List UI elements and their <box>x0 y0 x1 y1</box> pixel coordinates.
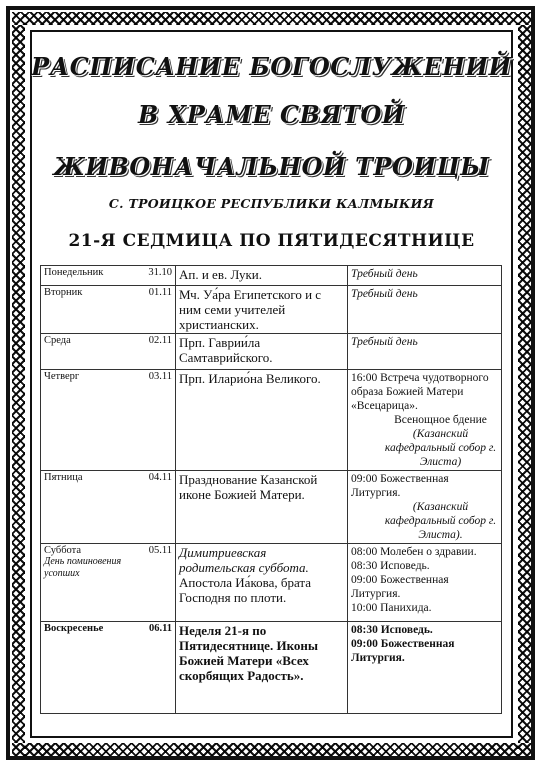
saint-cell: Ап. и ев. Луки. <box>176 266 348 286</box>
service-time: 16:00 <box>351 372 378 384</box>
day-note: День поминовения усопших <box>44 556 122 579</box>
title-line-2: В ХРАМЕ СВЯТОЙ <box>137 100 406 129</box>
saint-cell <box>176 544 348 622</box>
service-note: Требный день <box>351 288 418 300</box>
service-cell <box>348 471 502 544</box>
date-cell: 06.11 <box>131 622 176 714</box>
service-text: Молебен о здравии. <box>380 546 477 558</box>
day-cell <box>41 266 132 286</box>
service-note: Требный день <box>351 336 418 348</box>
service-entry <box>351 623 498 637</box>
service-text: Исповедь. <box>380 624 433 636</box>
service-text: Божественная Литургия. <box>351 638 455 664</box>
title-line-3: ЖИВОНАЧАЛЬНОЙ ТРОИЦЫ <box>53 152 490 181</box>
date-cell: 01.11 <box>131 286 176 334</box>
service-text: Божественная Литургия. <box>351 473 449 499</box>
day-name: Понедельник <box>44 267 104 278</box>
saint-cell: Празднование Казанской иконе Божией Матери. <box>176 471 348 544</box>
service-text: Встреча чудотворного образа Божией Матери «Всецарица». <box>351 372 489 412</box>
saint-text: Апостола Иа́кова, брата Господня по плоти. <box>179 575 311 605</box>
service-time: 08:30 <box>351 624 378 636</box>
day-cell <box>41 544 132 622</box>
day-name: Четверг <box>44 371 80 382</box>
service-time: 09:00 <box>351 638 378 650</box>
day-name: Среда <box>44 335 71 346</box>
service-entry <box>351 601 498 615</box>
day-cell <box>41 471 132 544</box>
date-cell: 02.11 <box>131 334 176 370</box>
week-heading: 21-Я СЕДМИЦА ПО ПЯТИДЕСЯТНИЦЕ <box>68 231 475 251</box>
table-row <box>41 334 502 370</box>
service-cell <box>348 370 502 471</box>
service-entry <box>351 371 498 413</box>
date-cell: 31.10 <box>131 266 176 286</box>
service-cell <box>348 334 502 370</box>
table-row <box>41 544 502 622</box>
date-cell: 03.11 <box>131 370 176 471</box>
saint-italic: Димитриевская родительская суббота. <box>179 545 309 575</box>
service-entry <box>351 545 498 559</box>
service-time: 09:00 <box>351 473 378 485</box>
service-cell <box>348 544 502 622</box>
table-row <box>41 286 502 334</box>
saint-cell: Прп. Гаврии́ла Самтаврийского. <box>176 334 348 370</box>
service-cell <box>348 622 502 714</box>
service-place: (Казанский кафедральный собор г. Элиста). <box>384 501 497 541</box>
day-name: Воскресенье <box>44 623 104 634</box>
service-cell <box>348 266 502 286</box>
saint-cell: Неделя 21-я по Пятидесятнице. Иконы Божией Матери «Всех скорбящих Радость». <box>176 622 348 714</box>
day-cell <box>41 370 132 471</box>
day-cell <box>41 286 132 334</box>
day-cell <box>41 622 132 714</box>
day-name: Вторник <box>44 287 83 298</box>
date-cell: 04.11 <box>131 471 176 544</box>
location-subtitle: С. ТРОИЦКОЕ РЕСПУБЛИКИ КАЛМЫКИЯ <box>108 196 435 211</box>
day-name: Пятница <box>44 472 83 483</box>
service-entry <box>351 573 498 601</box>
service-time: 10:00 <box>351 602 378 614</box>
date-cell: 05.11 <box>131 544 176 622</box>
table-row <box>41 370 502 471</box>
service-text: Божественная Литургия. <box>351 574 449 600</box>
service-extra: Всенощное бдение <box>394 414 487 426</box>
saint-cell: Мч. Уа́ра Египетского и с ним семи учителей христианских. <box>176 286 348 334</box>
service-time: 08:30 <box>351 560 378 572</box>
service-entry <box>351 559 498 573</box>
service-cell <box>348 286 502 334</box>
service-time: 09:00 <box>351 574 378 586</box>
table-row <box>41 471 502 544</box>
saint-cell: Прп. Иларио́на Великого. <box>176 370 348 471</box>
service-text: Исповедь. <box>380 560 430 572</box>
table-row <box>41 622 502 714</box>
service-text: Панихида. <box>380 602 432 614</box>
service-time: 08:00 <box>351 546 378 558</box>
schedule-table <box>40 265 502 714</box>
service-place: (Казанский кафедральный собор г. Элиста) <box>384 428 497 468</box>
service-entry <box>351 472 498 500</box>
service-entry <box>351 637 498 665</box>
day-cell <box>41 334 132 370</box>
service-note: Требный день <box>351 268 418 280</box>
table-row <box>41 266 502 286</box>
title-line-1: РАСПИСАНИЕ БОГОСЛУЖЕНИЙ <box>31 52 512 81</box>
day-name: Суббота <box>44 545 82 556</box>
